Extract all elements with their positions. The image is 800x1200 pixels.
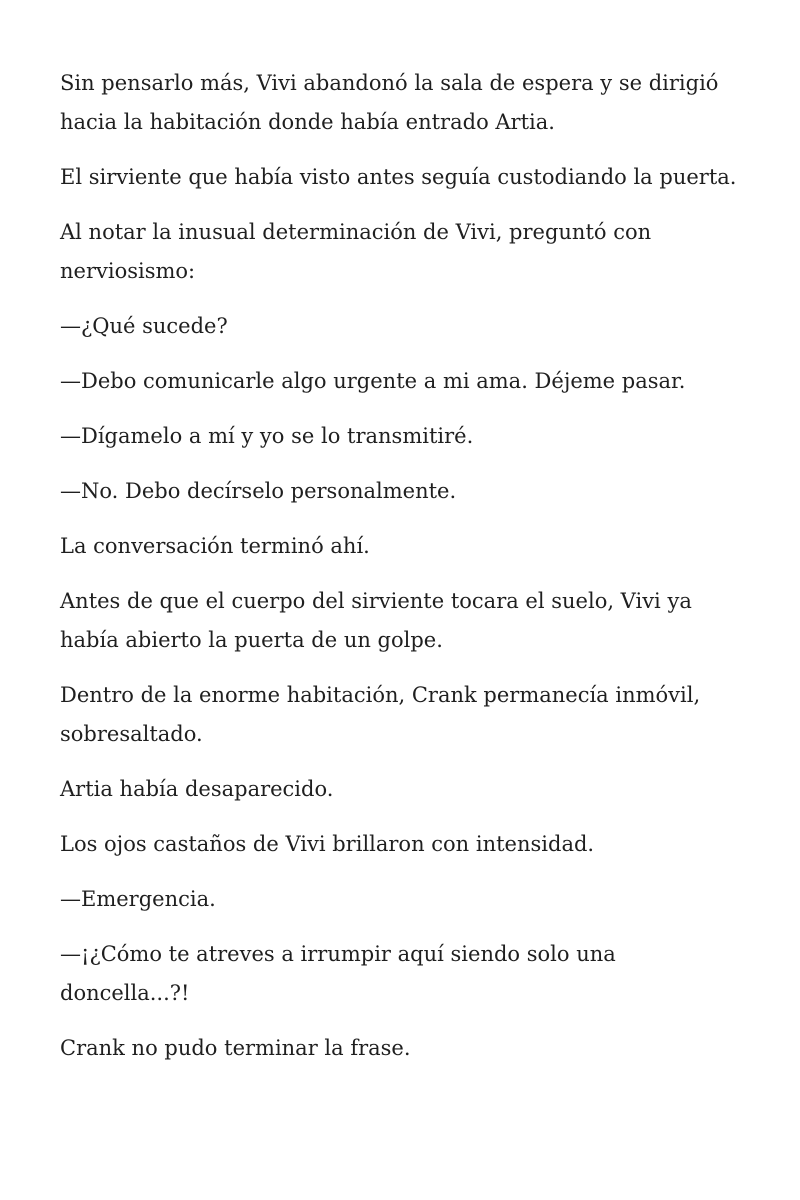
dialogue-line: —Emergencia. [60, 887, 216, 911]
paragraph: Antes de que el cuerpo del sirviente tocara el suelo, Vivi ya había abierto la puerta de un golpe. [60, 589, 692, 652]
dialogue-line: —No. Debo decírselo personalmente. [60, 479, 457, 503]
paragraph: Al notar la inusual determinación de Vivi, preguntó con nerviosismo: [60, 220, 652, 283]
dialogue-line: —¿Qué sucede? [60, 314, 228, 338]
paragraph: Artia había desaparecido. [60, 777, 334, 801]
paragraph: La conversación terminó ahí. [60, 534, 370, 558]
paragraph: El sirviente que había visto antes seguía custodiando la puerta. [60, 165, 737, 189]
dialogue-line: —¡¿Cómo te atreves a irrumpir aquí siendo solo una doncella...?! [60, 942, 616, 1005]
paragraph: Los ojos castaños de Vivi brillaron con intensidad. [60, 832, 595, 856]
paragraph: Crank no pudo terminar la frase. [60, 1036, 411, 1060]
dialogue-line: —Dígamelo a mí y yo se lo transmitiré. [60, 424, 474, 448]
paragraph: Sin pensarlo más, Vivi abandonó la sala de espera y se dirigió hacia la habitación donde había entrado Artia. [60, 71, 719, 134]
document-body [60, 64, 750, 1084]
dialogue-line: —Debo comunicarle algo urgente a mi ama. Déjeme pasar. [60, 369, 686, 393]
paragraph: Dentro de la enorme habitación, Crank permanecía inmóvil, sobresaltado. [60, 683, 701, 746]
